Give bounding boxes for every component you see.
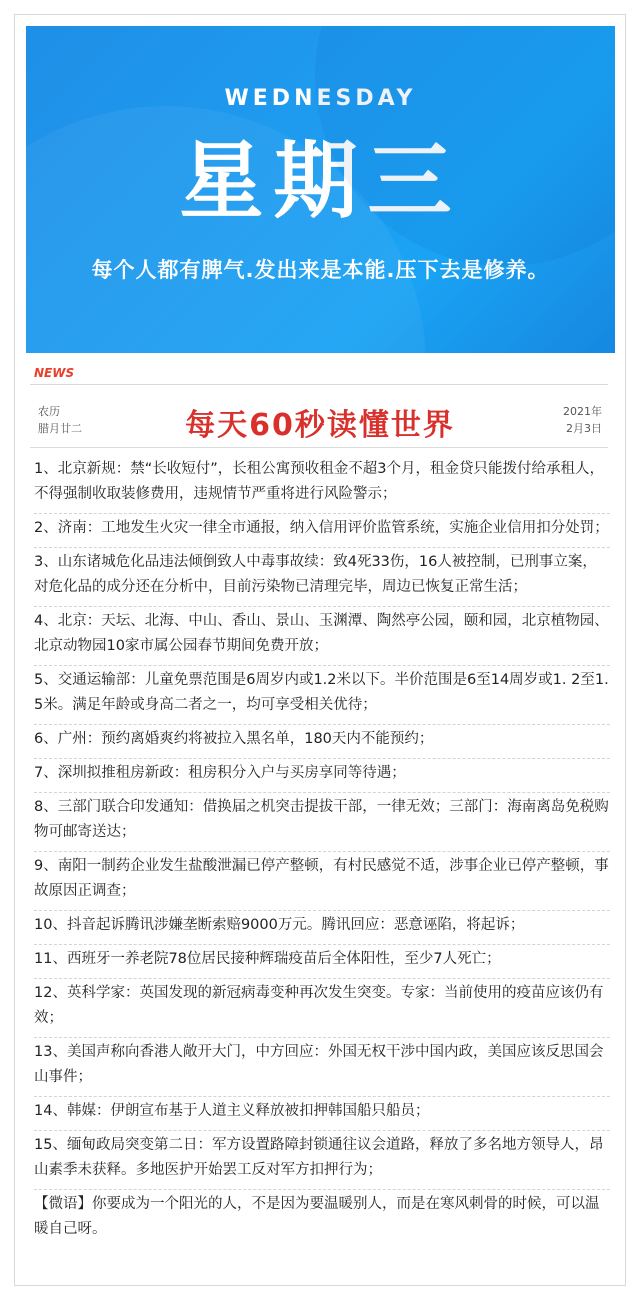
divider: [30, 447, 608, 448]
closing-quote: 【微语】你要成为一个阳光的人，不是因为要温暖别人，而是在寒风刺骨的时候，可以温暖自己呀。: [34, 1196, 600, 1237]
news-item: 9、南阳一制药企业发生盐酸泄漏已停产整顿，有村民感觉不适，涉事企业已停产整顿，事故原因正调查；: [34, 852, 610, 911]
news-item: 1、北京新规：禁“长收短付”，长租公寓预收租金不超3个月，租金贷只能拨付给承租人，不得强制收取装修费用，违规情节严重将进行风险警示；: [34, 455, 610, 514]
weekday-banner: [26, 26, 615, 353]
news-item: 10、抖音起诉腾讯涉嫌垄断索赔9000万元。腾讯回应：恶意诬陷，将起诉；: [34, 911, 610, 945]
news-item: 4、北京：天坛、北海、中山、香山、景山、玉渊潭、陶然亭公园，颐和园，北京植物园、北京动物园10家市属公园春节期间免费开放；: [34, 607, 610, 666]
news-item: 11、西班牙一养老院78位居民接种辉瑞疫苗后全体阳性，至少7人死亡；: [34, 945, 610, 979]
news-item: 14、韩媒：伊朗宣布基于人道主义释放被扣押韩国船只船员；: [34, 1097, 610, 1131]
news-tag: NEWS: [34, 366, 75, 380]
news-list: [34, 455, 610, 1248]
weekday-chinese: 星期三: [179, 132, 462, 230]
date-month-day: 2月3日: [566, 422, 602, 435]
news-item: 15、缅甸政局突变第二日：军方设置路障封锁通往议会道路，释放了多名地方领导人，昂山素季未获释。多地医护开始罢工反对军方扣押行为；: [34, 1131, 610, 1190]
news-item: 5、交通运输部：儿童免票范围是6周岁内或1.2米以下。半价范围是6至14周岁或1. 2至1. 5米。满足年龄或身高二者之一，均可享受相关优待；: [34, 666, 610, 725]
daily-motto: 每个人都有脾气.发出来是本能.压下去是修养。: [91, 258, 550, 282]
news-item: 8、三部门联合印发通知：借换届之机突击提拔干部，一律无效；三部门：海南离岛免税购物可邮寄送达；: [34, 793, 610, 852]
weekday-english: WEDNESDAY: [224, 86, 417, 111]
date-year: 2021年: [563, 405, 602, 418]
news-item: 6、广州：预约离婚爽约将被拉入黑名单，180天内不能预约；: [34, 725, 610, 759]
news-item: 7、深圳拟推租房新政：租房积分入户与买房享同等待遇；: [34, 759, 610, 793]
divider: [30, 384, 608, 385]
news-item: 12、英科学家：英国发现的新冠病毒变种再次发生突变。专家：当前使用的疫苗应该仍有效；: [34, 979, 610, 1038]
gregorian-date: [563, 403, 602, 437]
news-item: 3、山东诸城危化品违法倾倒致人中毒事故续：致4死33伤，16人被控制，已刑事立案，对危化品的成分还在分析中，目前污染物已清理完毕，周边已恢复正常生活；: [34, 548, 610, 607]
lunar-day: 腊月廿二: [38, 422, 82, 435]
lunar-label: 农历: [38, 405, 60, 418]
news-item: 13、美国声称向香港人敞开大门，中方回应：外国无权干涉中国内政，美国应该反思国会山事件；: [34, 1038, 610, 1097]
page-title: 每天60秒读懂世界: [185, 408, 455, 443]
news-item: 2、济南：工地发生火灾一律全市通报，纳入信用评价监管系统，实施企业信用扣分处罚；: [34, 514, 610, 548]
